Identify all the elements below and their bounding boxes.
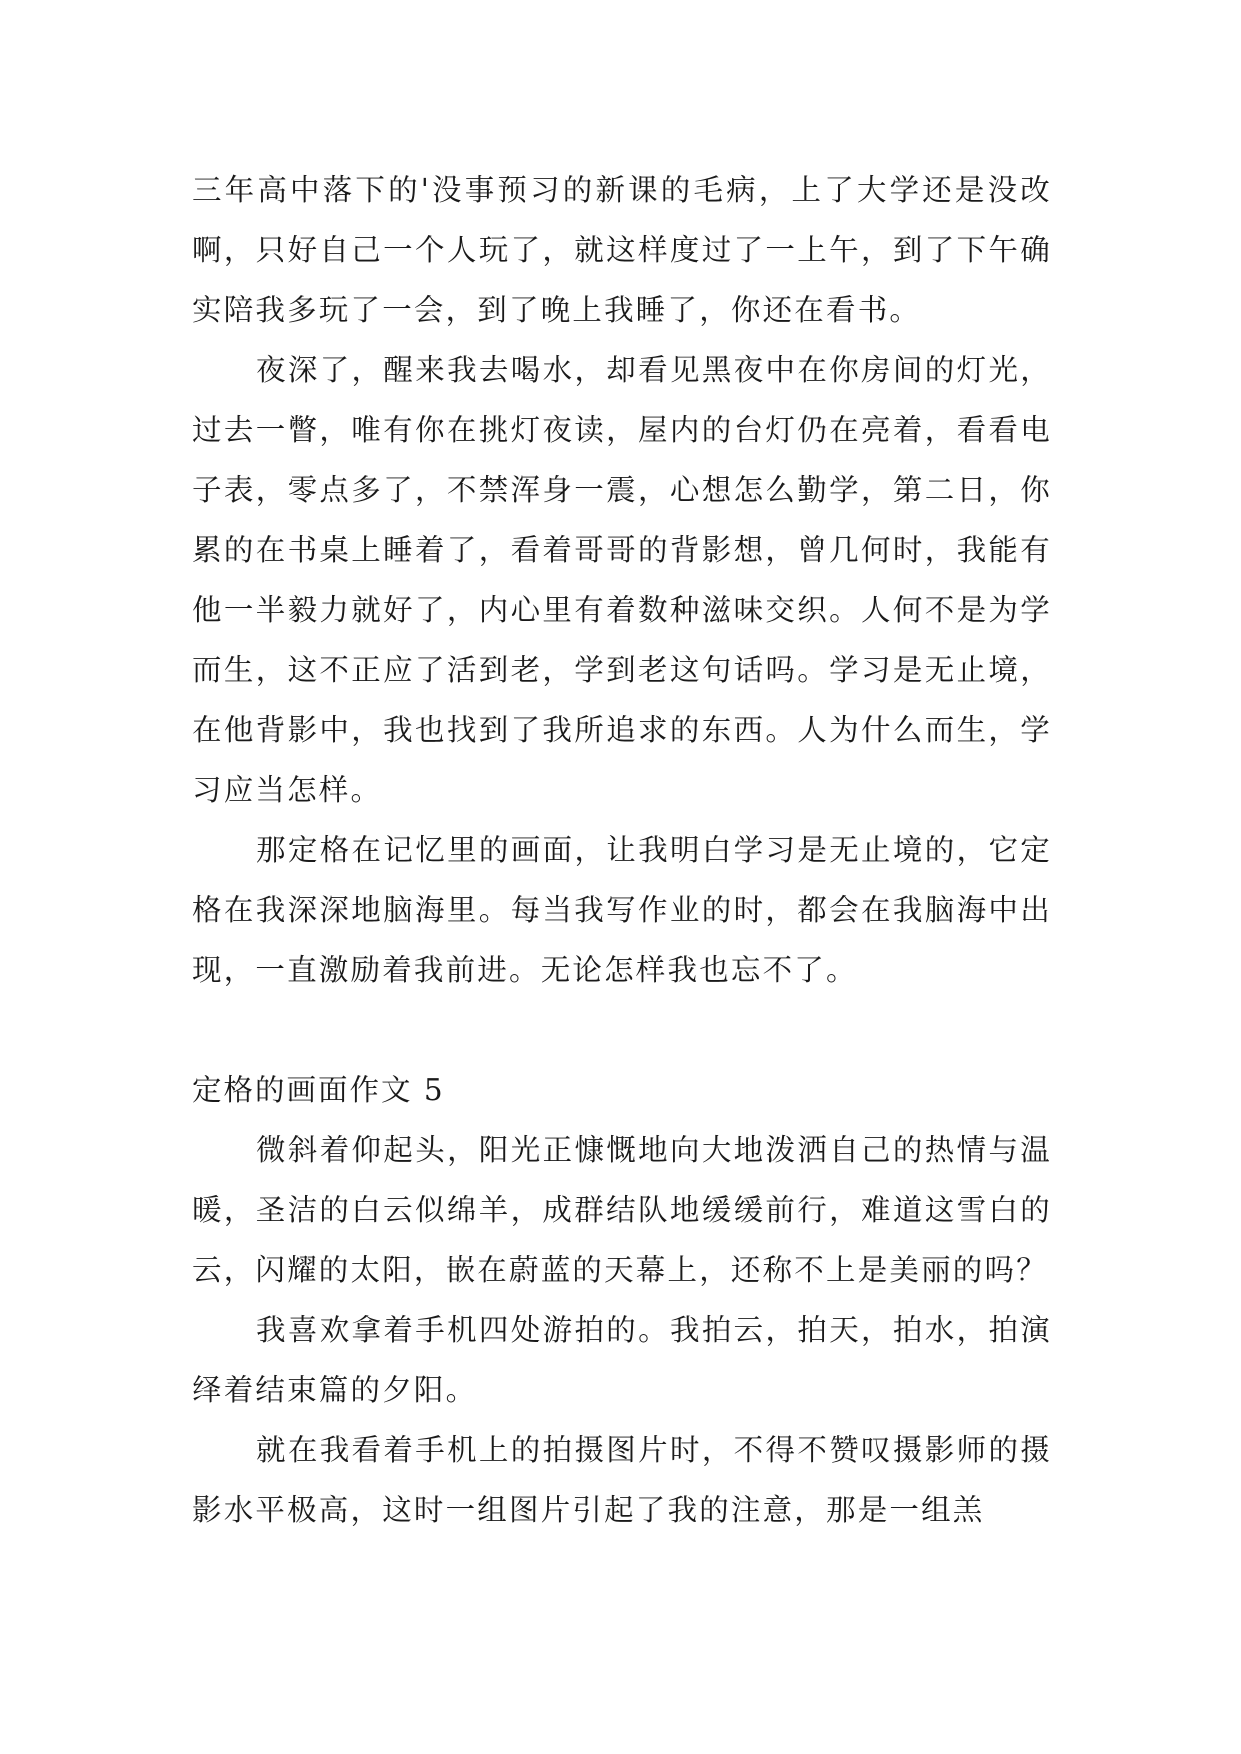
paragraph-sky: 微斜着仰起头，阳光正慷慨地向大地泼洒自己的热情与温暖，圣洁的白云似绵羊，成群结队地缓缓前行，难道这雪白的云，闪耀的太阳，嵌在蔚蓝的天幕上，还称不上是美丽的吗？: [192, 1133, 1052, 1287]
paragraph-photo-group: 就在我看着手机上的拍摄图片时，不得不赞叹摄影师的摄影水平极高，这时一组图片引起了我的注意，那是一组羔: [192, 1433, 1052, 1527]
paragraph-conclusion: 那定格在记忆里的画面，让我明白学习是无止境的，它定格在我深深地脑海里。每当我写作业的时，都会在我脑海中出现，一直激励着我前进。无论怎样我也忘不了。: [192, 833, 1052, 987]
document-body: [192, 160, 1052, 1540]
paragraph-night-study: 夜深了，醒来我去喝水，却看见黑夜中在你房间的灯光，过去一瞥，唯有你在挑灯夜读，屋内的台灯仍在亮着，看看电子表，零点多了，不禁浑身一震，心想怎么勤学，第二日，你累的在书桌上睡着了，看着哥哥的背影想，曾几何时，我能有他一半毅力就好了，内心里有着数种滋味交织。人何不是为学而生，这不正应了活到老，学到老这句话吗。学习是无止境，在他背影中，我也找到了我所追求的东西。人为什么而生，学习应当怎样。: [192, 353, 1052, 807]
essay-heading: 定格的画面作文 5: [192, 1073, 445, 1107]
paragraph-continuation: 三年高中落下的'没事预习的新课的毛病，上了大学还是没改啊，只好自己一个人玩了，就这样度过了一上午，到了下午确实陪我多玩了一会，到了晚上我睡了，你还在看书。: [192, 173, 1052, 327]
paragraph-phone-photos: 我喜欢拿着手机四处游拍的。我拍云，拍天，拍水，拍演绎着结束篇的夕阳。: [192, 1313, 1052, 1407]
